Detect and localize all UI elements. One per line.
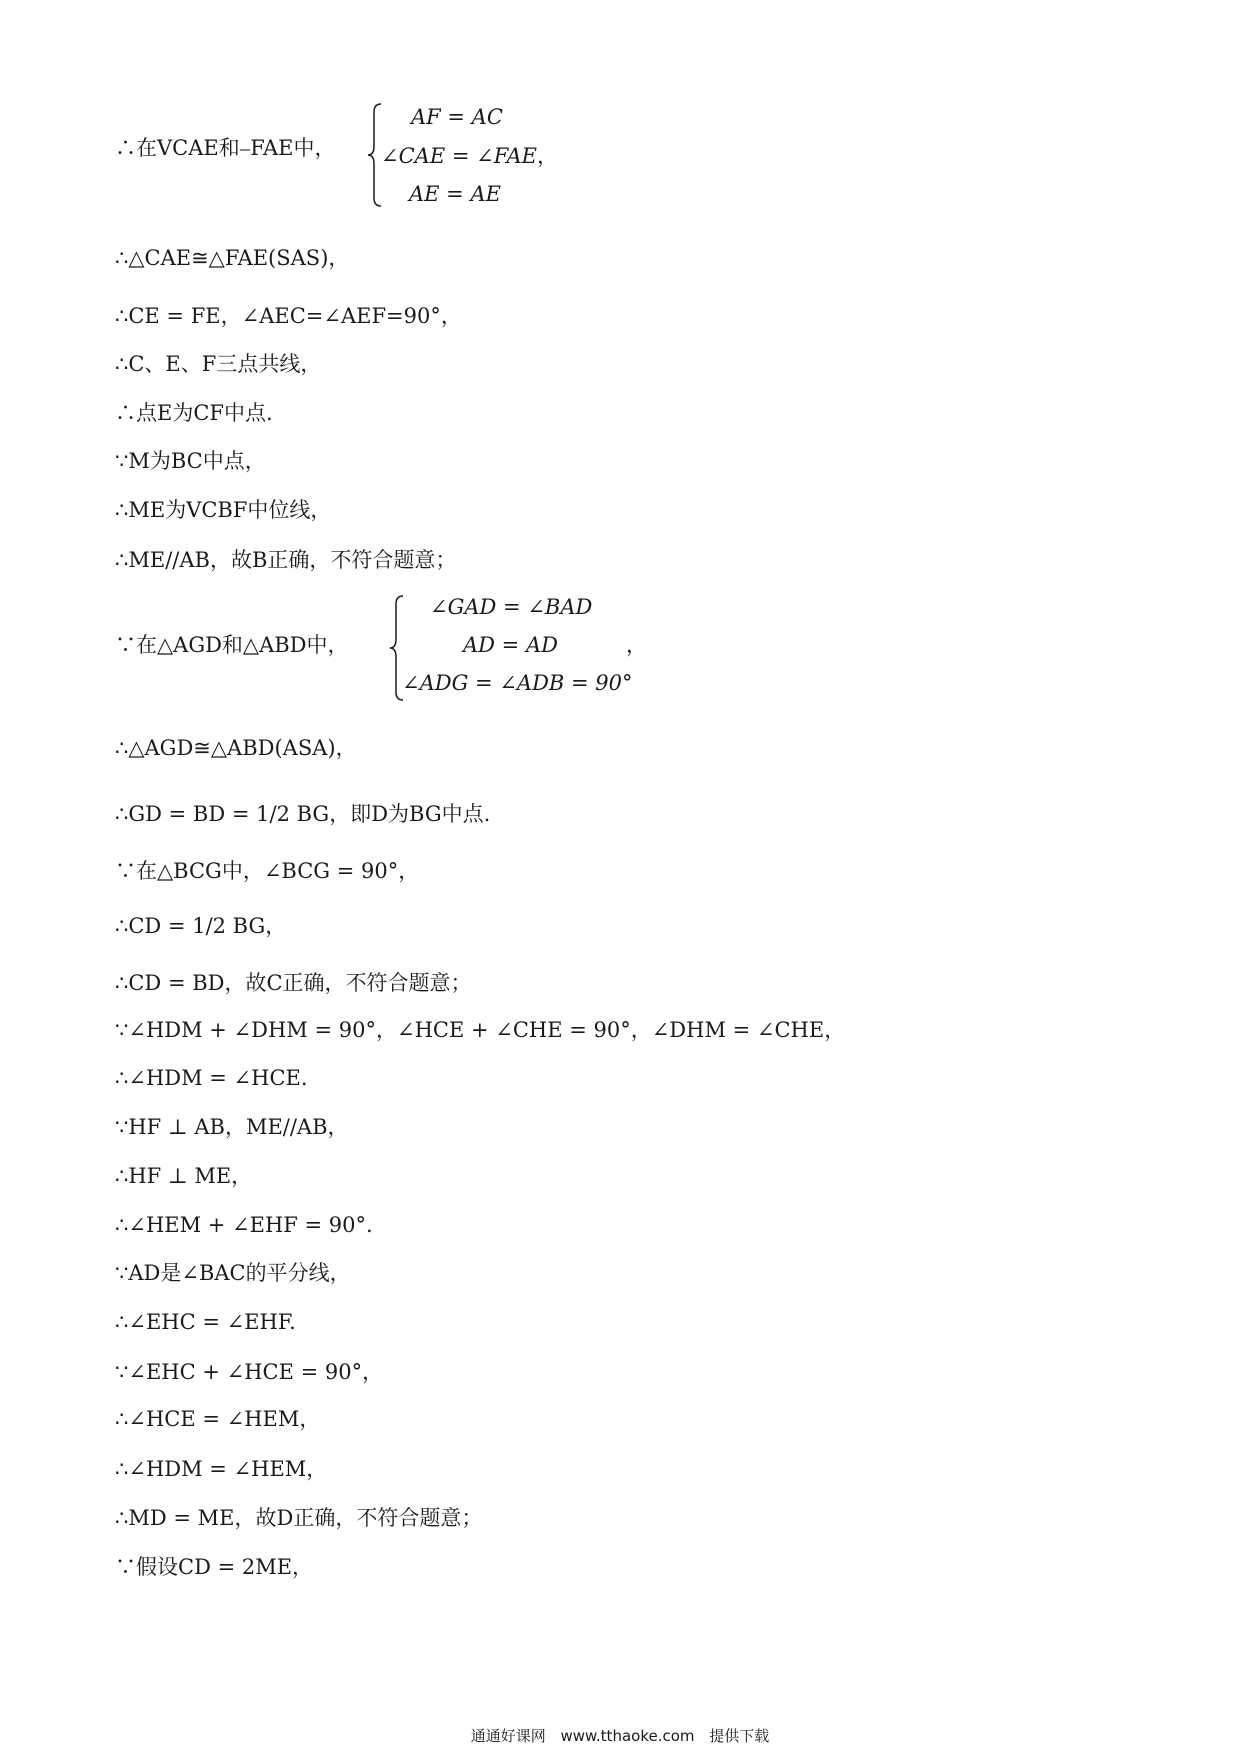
proof-text: ∴∠HDM = ∠HCE. xyxy=(115,1066,308,1090)
proof-text: ∵M为BC中点， xyxy=(115,449,266,473)
proof-line-14 xyxy=(115,968,472,998)
system-row: AD = AD xyxy=(463,633,558,657)
equation-system-2 xyxy=(388,590,668,710)
proof-text: ∵HF ⊥ AB，ME//AB， xyxy=(115,1115,349,1139)
footer-url[interactable]: www.tthaoke.com xyxy=(560,1727,695,1745)
proof-line-18 xyxy=(115,1161,252,1191)
proof-text: ∵假设CD = 2ME， xyxy=(115,1555,314,1579)
proof-line-5 xyxy=(115,398,273,428)
proof-line-22 xyxy=(115,1357,383,1387)
footer-action: 提供下载 xyxy=(709,1727,770,1745)
proof-line-9 xyxy=(115,630,349,660)
proof-text: ∴GD = BD = 1/2 BG，即D为BG中点. xyxy=(115,802,491,826)
proof-text: ∵AD是∠BAC的平分线， xyxy=(115,1261,351,1285)
proof-line-17 xyxy=(115,1112,349,1142)
proof-text: ∴ME//AB，故B正确，不符合题意； xyxy=(115,548,457,572)
proof-text: ∴在VCAE和⎯FAE中， xyxy=(115,136,336,160)
proof-text: ∴∠HEM + ∠EHF = 90°. xyxy=(115,1213,373,1237)
proof-text: ∴△CAE≅△FAE(SAS)， xyxy=(115,246,350,270)
proof-text: ∵在△BCG中，∠BCG = 90°， xyxy=(115,859,420,883)
system-trailing-comma: ， xyxy=(626,633,647,657)
proof-line-19 xyxy=(115,1210,373,1240)
system-row: AE = AE xyxy=(409,182,501,206)
proof-line-25 xyxy=(115,1503,482,1533)
proof-line-12 xyxy=(115,856,419,886)
equation-system-1 xyxy=(366,96,566,216)
proof-text: ∵在△AGD和△ABD中， xyxy=(115,633,349,657)
proof-text: ∴MD = ME，故D正确，不符合题意； xyxy=(115,1506,483,1530)
proof-text: ∴ME为VCBF中位线， xyxy=(115,498,332,522)
proof-line-13 xyxy=(115,911,286,941)
system-row: ∠ADG = ∠ADB = 90° xyxy=(402,671,633,695)
proof-line-6 xyxy=(115,446,266,476)
proof-text: ∴CE = FE，∠AEC=∠AEF=90°， xyxy=(115,304,462,328)
system-trailing-comma: ， xyxy=(537,144,558,168)
proof-text: ∵∠EHC + ∠HCE = 90°， xyxy=(115,1360,384,1384)
proof-line-23 xyxy=(115,1404,320,1434)
proof-line-11 xyxy=(115,799,490,829)
proof-line-3 xyxy=(115,301,462,331)
system-row: ∠CAE = ∠FAE xyxy=(381,144,537,168)
proof-line-26 xyxy=(115,1552,313,1582)
proof-line-15 xyxy=(115,1015,845,1045)
proof-text: ∴∠EHC = ∠EHF. xyxy=(115,1310,296,1334)
proof-text: ∴∠HCE = ∠HEM， xyxy=(115,1407,321,1431)
proof-line-21 xyxy=(115,1307,296,1337)
proof-line-20 xyxy=(115,1258,351,1288)
system-row: AF = AC xyxy=(411,105,503,129)
proof-text: ∴CD = BD，故C正确，不符合题意； xyxy=(115,971,472,995)
proof-text: ∴HF ⊥ ME， xyxy=(115,1164,253,1188)
proof-line-24 xyxy=(115,1454,327,1484)
proof-line-2 xyxy=(115,243,349,273)
proof-text: ∴∠HDM = ∠HEM， xyxy=(115,1457,328,1481)
footer-site-name: 通通好课网 xyxy=(470,1727,546,1745)
proof-line-1 xyxy=(115,133,335,163)
proof-line-16 xyxy=(115,1063,308,1093)
proof-line-8 xyxy=(115,545,456,575)
proof-text: ∴△AGD≅△ABD(ASA)， xyxy=(115,736,357,760)
proof-text: ∴点E为CF中点. xyxy=(115,401,273,425)
proof-text: ∴C、E、F三点共线， xyxy=(115,352,322,376)
proof-text: ∴CD = 1/2 BG， xyxy=(115,914,287,938)
proof-text: ∵∠HDM + ∠DHM = 90°，∠HCE + ∠CHE = 90°，∠DHM = ∠CHE， xyxy=(115,1018,846,1042)
system-row: ∠GAD = ∠BAD xyxy=(430,595,593,619)
proof-line-4 xyxy=(115,349,321,379)
proof-line-10 xyxy=(115,733,357,763)
proof-line-7 xyxy=(115,495,331,525)
page-footer xyxy=(0,1725,1240,1747)
